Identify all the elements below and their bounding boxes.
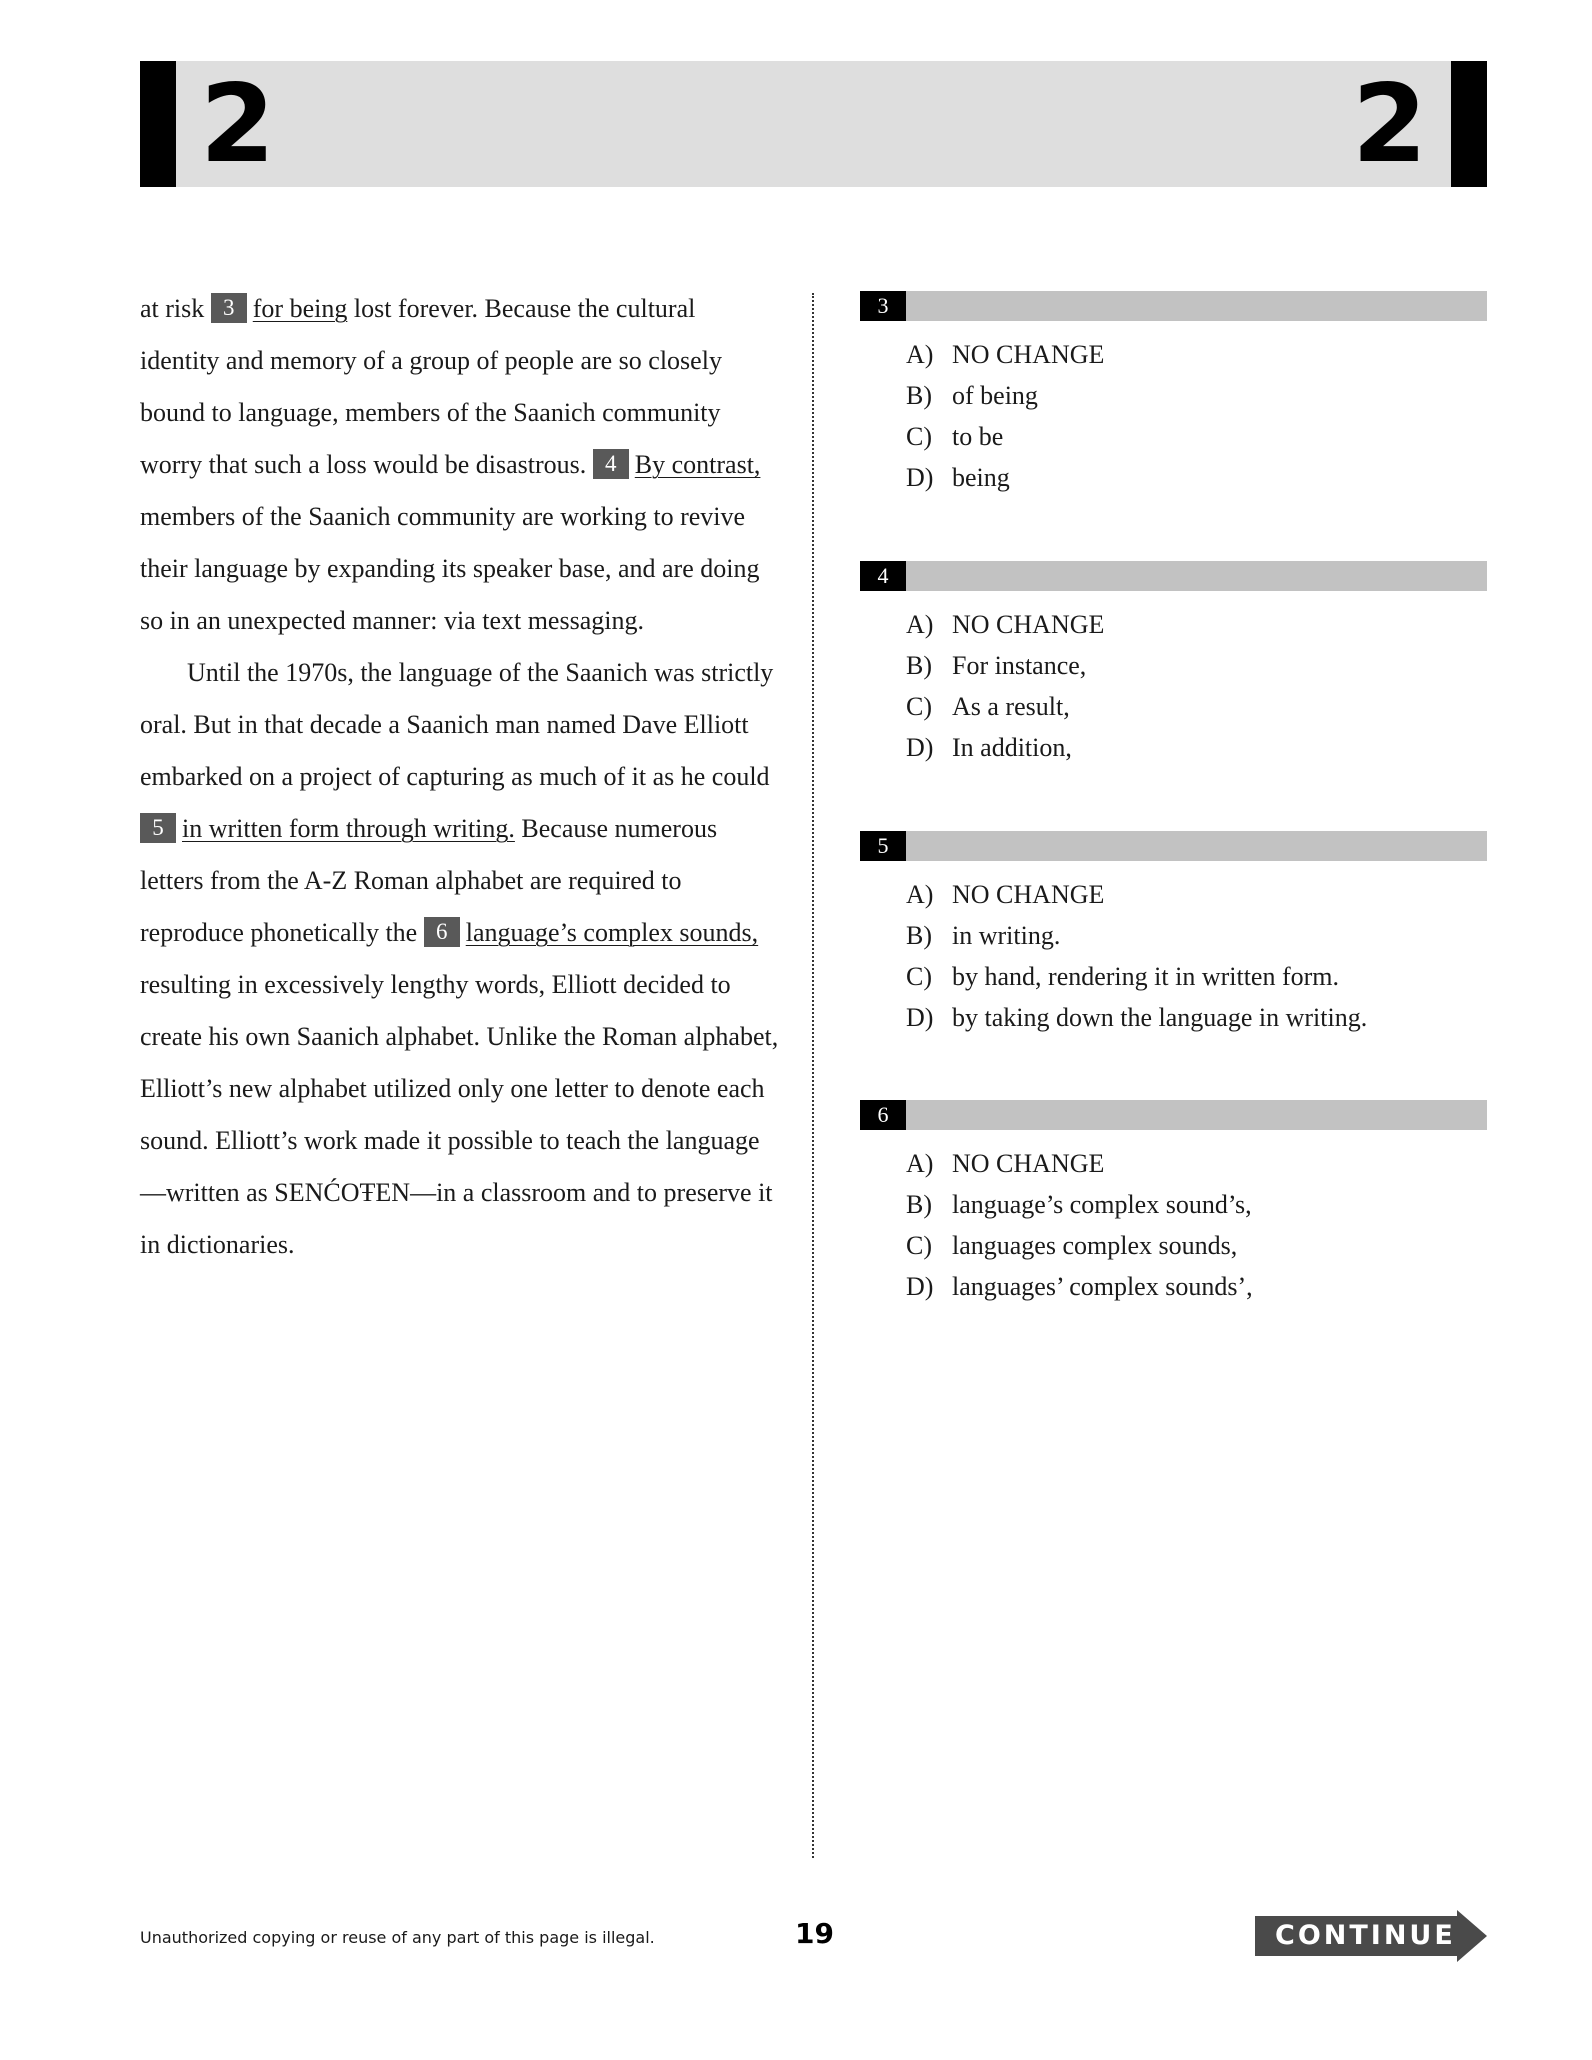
question-3 bbox=[860, 291, 1487, 498]
choice-letter: A) bbox=[906, 1149, 934, 1178]
choice-text: being bbox=[952, 463, 1010, 492]
page-number: 19 bbox=[795, 1917, 834, 1950]
question-number: 3 bbox=[860, 291, 906, 321]
choice-letter: A) bbox=[906, 610, 934, 639]
choice-letter: B) bbox=[906, 921, 932, 950]
choice-letter: C) bbox=[906, 962, 932, 991]
question-number: 6 bbox=[860, 1100, 906, 1130]
choice-text: languages complex sounds, bbox=[952, 1231, 1238, 1260]
passage-column bbox=[140, 283, 780, 1271]
section-header-right-bar bbox=[1451, 61, 1487, 187]
choice-text: by hand, rendering it in written form. bbox=[952, 962, 1340, 991]
question-marker-5[interactable]: 5 bbox=[140, 813, 176, 843]
answer-choice-d[interactable] bbox=[906, 997, 1487, 1038]
passage-text: Because numerous letters from the A-Z Roman alphabet are required to reproduce phonetically the bbox=[140, 814, 718, 947]
section-number-right: 2 bbox=[1352, 62, 1428, 187]
question-5 bbox=[860, 831, 1487, 1038]
choice-letter: D) bbox=[906, 1272, 934, 1301]
choice-text: by taking down the language in writing. bbox=[952, 1003, 1368, 1032]
answer-choice-c[interactable] bbox=[906, 956, 1487, 997]
question-number: 5 bbox=[860, 831, 906, 861]
answer-choice-c[interactable] bbox=[906, 686, 1487, 727]
question-header-bar bbox=[860, 561, 1487, 591]
answer-choice-b[interactable] bbox=[906, 1184, 1487, 1225]
column-divider bbox=[812, 293, 814, 1858]
section-header-band bbox=[140, 61, 1487, 187]
question-header-bar bbox=[860, 831, 1487, 861]
question-4 bbox=[860, 561, 1487, 768]
answer-choice-a[interactable] bbox=[906, 1143, 1487, 1184]
answer-choice-b[interactable] bbox=[906, 915, 1487, 956]
choice-letter: B) bbox=[906, 651, 932, 680]
answer-choice-c[interactable] bbox=[906, 1225, 1487, 1266]
question-marker-3[interactable]: 3 bbox=[211, 293, 247, 323]
question-header-bar bbox=[860, 1100, 1487, 1130]
choice-letter: C) bbox=[906, 422, 932, 451]
passage-text: at risk bbox=[140, 294, 211, 323]
answer-choices bbox=[906, 604, 1487, 768]
choice-text: to be bbox=[952, 422, 1004, 451]
section-number-left: 2 bbox=[200, 62, 276, 187]
answer-choices bbox=[906, 874, 1487, 1038]
choice-text: languages’ complex sounds’, bbox=[952, 1272, 1253, 1301]
answer-choice-c[interactable] bbox=[906, 416, 1487, 457]
choice-text: in writing. bbox=[952, 921, 1061, 950]
passage-text: Until the 1970s, the language of the Saanich was strictly oral. But in that decade a Saanich man named Dave Elliott embarked on a project of capturing as much of it as he could bbox=[140, 658, 774, 791]
passage-text: members of the Saanich community are working to revive their language by expanding its speaker base, and are doing so in an unexpected manner: via text messaging. bbox=[140, 502, 760, 635]
choice-letter: D) bbox=[906, 1003, 934, 1032]
answer-choice-a[interactable] bbox=[906, 874, 1487, 915]
answer-choice-a[interactable] bbox=[906, 604, 1487, 645]
question-marker-6[interactable]: 6 bbox=[424, 917, 460, 947]
answer-choice-d[interactable] bbox=[906, 457, 1487, 498]
choice-letter: D) bbox=[906, 733, 934, 762]
choice-text: For instance, bbox=[952, 651, 1087, 680]
choice-text: NO CHANGE bbox=[952, 880, 1105, 909]
passage-paragraph-2 bbox=[140, 647, 780, 1271]
underlined-phrase-6: language’s complex sounds, bbox=[465, 918, 759, 947]
copyright-notice: Unauthorized copying or reuse of any part of this page is illegal. bbox=[140, 1928, 655, 1947]
choice-text: of being bbox=[952, 381, 1038, 410]
answer-choices bbox=[906, 334, 1487, 498]
answer-choice-a[interactable] bbox=[906, 334, 1487, 375]
answer-choice-b[interactable] bbox=[906, 645, 1487, 686]
question-marker-4[interactable]: 4 bbox=[593, 449, 629, 479]
underlined-phrase-3: for being bbox=[252, 294, 348, 323]
section-header-left-bar bbox=[140, 61, 176, 187]
choice-text: In addition, bbox=[952, 733, 1072, 762]
choice-text: NO CHANGE bbox=[952, 610, 1105, 639]
choice-letter: A) bbox=[906, 880, 934, 909]
choice-text: NO CHANGE bbox=[952, 340, 1105, 369]
answer-choice-b[interactable] bbox=[906, 375, 1487, 416]
answer-choice-d[interactable] bbox=[906, 1266, 1487, 1307]
choice-letter: D) bbox=[906, 463, 934, 492]
passage-text: lost forever. Because the cultural identity and memory of a group of people are so closely bound to language, members of the Saanich community worry that such a loss would be disastrous. bbox=[140, 294, 722, 479]
choice-letter: C) bbox=[906, 1231, 932, 1260]
choice-text: NO CHANGE bbox=[952, 1149, 1105, 1178]
answer-choice-d[interactable] bbox=[906, 727, 1487, 768]
choice-letter: A) bbox=[906, 340, 934, 369]
passage-text: resulting in excessively lengthy words, Elliott decided to create his own Saanich alphabet. Unlike the Roman alphabet, Elliott’s new alphabet utilized only one letter to denote each sound. Elliott’s work made it possible to teach the language—written as SENĆOŦEN—in a classroom and to preserve it in dictionaries. bbox=[140, 970, 779, 1259]
answer-choices bbox=[906, 1143, 1487, 1307]
choice-letter: B) bbox=[906, 1190, 932, 1219]
continue-label: CONTINUE bbox=[1275, 1920, 1456, 1951]
underlined-phrase-5: in written form through writing. bbox=[182, 814, 515, 843]
choice-text: As a result, bbox=[952, 692, 1070, 721]
question-number: 4 bbox=[860, 561, 906, 591]
choice-letter: C) bbox=[906, 692, 932, 721]
question-6 bbox=[860, 1100, 1487, 1307]
continue-button[interactable] bbox=[1255, 1910, 1487, 1962]
underlined-phrase-4: By contrast, bbox=[634, 450, 761, 479]
passage-paragraph-1 bbox=[140, 283, 780, 647]
question-header-bar bbox=[860, 291, 1487, 321]
choice-letter: B) bbox=[906, 381, 932, 410]
choice-text: language’s complex sound’s, bbox=[952, 1190, 1252, 1219]
